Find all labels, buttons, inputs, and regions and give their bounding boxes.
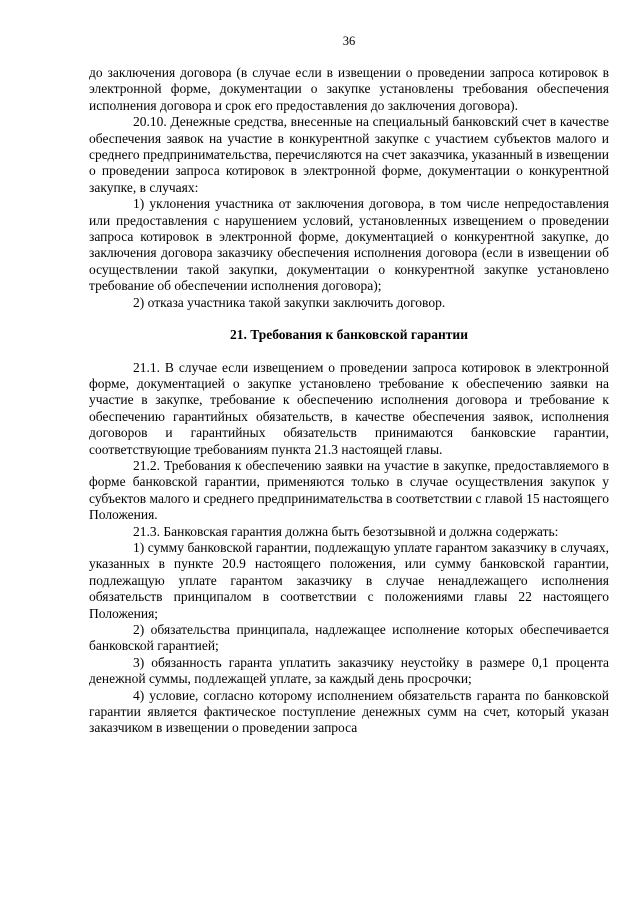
paragraph: 1) сумму банковской гарантии, подлежащую уплате гарантом заказчику в случаях, указанных в пункте 20.9 настоящего положения, или сумму банковской гарантии, подлежащую уплате гарантом заказчику в случае ненадлежащего исполнения обязательств принципалом в соответствии с положениями главы 22 настоящего Положения; [89, 539, 609, 621]
paragraph: 4) условие, согласно которому исполнением обязательств гаранта по банковской гарантии является фактическое поступление денежных сумм на счет, который указан заказчиком в извещении о проведении запроса [89, 687, 609, 736]
paragraph: 20.10. Денежные средства, внесенные на специальный банковский счет в качестве обеспечения заявок на участие в конкурентной закупке с участием субъектов малого и среднего предпринимательства, перечисляются на счет заказчика, указанный в извещении о проведении запроса котировок в электронной форме, документации о конкурентной закупке, в случаях: [89, 114, 609, 195]
paragraph: 3) обязанность гаранта уплатить заказчику неустойку в размере 0,1 процента денежной суммы, подлежащей уплате, за каждый день просрочки; [89, 654, 609, 687]
section-heading: 21. Требования к банковской гарантии [229, 327, 468, 343]
paragraph: 21.3. Банковская гарантия должна быть безотзывной и должна содержать: [133, 523, 559, 539]
paragraph: 21.2. Требования к обеспечению заявки на участие в закупке, предоставляемого в форме банковской гарантии, применяются только в случае осуществления закупок у субъектов малого и среднего предпринимательства в соответствии с главой 15 настоящего Положения. [89, 457, 609, 523]
text-block-after [89, 360, 609, 737]
text-block-before [89, 65, 609, 311]
paragraph: 2) обязательства принципала, надлежащее исполнение которых обеспечивается банковской гарантией; [89, 622, 609, 654]
paragraph: до заключения договора (в случае если в извещении о проведении запроса котировок в электронной форме, документации о закупке установлены требования обеспечения исполнения договора и срок его предоставления до заключения договора). [89, 65, 609, 113]
paragraph: 2) отказа участника такой закупки заключить договор. [133, 294, 446, 310]
page-number: 36 [342, 34, 356, 48]
paragraph: 21.1. В случае если извещением о проведении запроса котировок в электронной форме, документацией о закупке установлено требование к обеспечению заявки на участие в закупке, требование к обеспечению исполнения договора и требование к обеспечению гарантийных обязательств, в качестве обеспечения заявок, исполнения договоров и гарантийных обязательств принимаются банковские гарантии, соответствующие требованиям пункта 21.3 настоящей главы. [89, 359, 609, 457]
paragraph: 1) уклонения участника от заключения договора, в том числе непредоставления или предоставления с нарушением условий, установленных извещением о проведении запроса котировок в электронной форме, документацией о конкурентной закупке, до заключения договора заказчику обеспечения исполнения договора (если в извещении об осуществлении такой закупки, документации о конкурентной закупке установлено требование об обеспечении исполнения договора); [89, 196, 609, 294]
